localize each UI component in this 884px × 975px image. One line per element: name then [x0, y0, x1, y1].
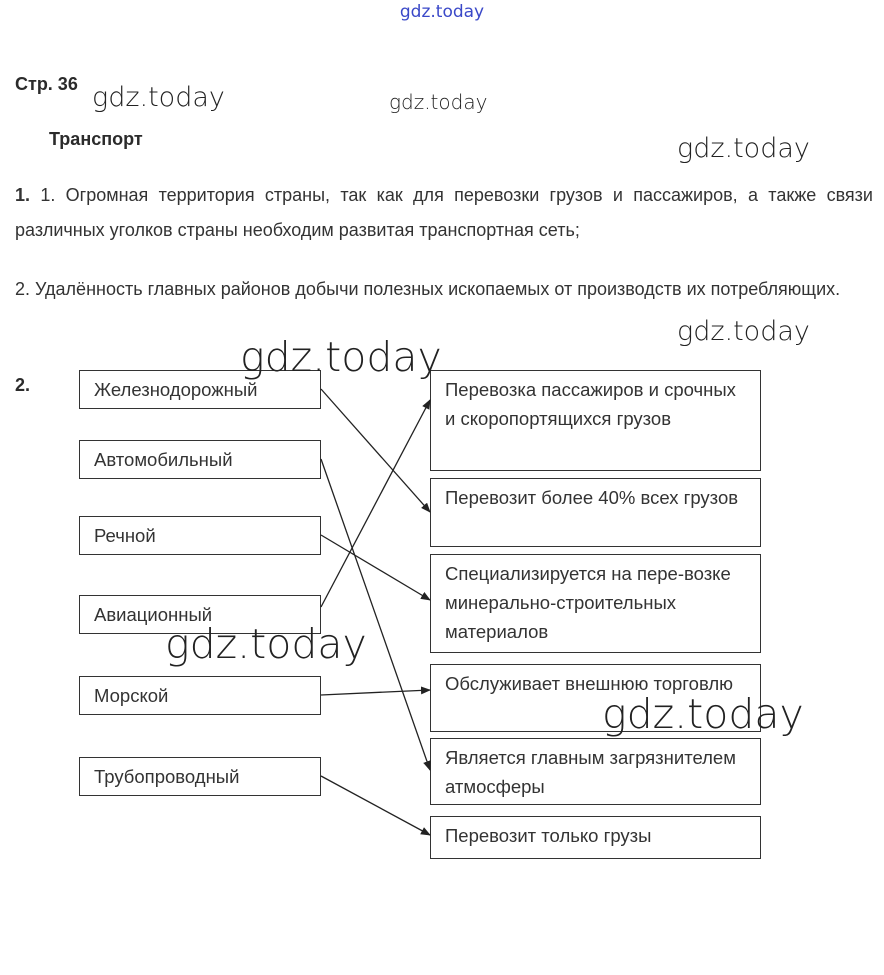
- transport-type-river: Речной: [79, 516, 321, 555]
- arrow-sea-to-foreign-trade: [321, 690, 430, 695]
- characteristic-cargo-only: Перевозит только грузы: [430, 816, 761, 859]
- characteristic-passengers-urgent: Перевозка пассажиров и срочных и скоропортящихся грузов: [430, 370, 761, 471]
- arrow-railway-to-over-40-percent: [321, 389, 430, 512]
- transport-type-railway: Железнодорожный: [79, 370, 321, 409]
- watermark-text: gdz.today: [677, 316, 810, 347]
- page-label: Стр. 36: [15, 74, 78, 94]
- arrow-river-to-building-materials: [321, 535, 430, 600]
- task1-item1-text: 1. Огромная территория страны, так как для перевозки грузов и пассажиров, а также связи различных уголков страны необходим развитая транспортная сеть;: [15, 185, 873, 240]
- watermark-text: gdz.today: [165, 620, 367, 668]
- watermark-text: gdz.today: [92, 82, 225, 113]
- characteristic-building-materials: Специализируется на пере-возке минерально-строительных материалов: [430, 554, 761, 653]
- transport-type-road: Автомобильный: [79, 440, 321, 479]
- task1-number: 1.: [15, 185, 31, 205]
- arrow-air-to-passengers-urgent: [321, 400, 430, 607]
- arrow-pipeline-to-cargo-only: [321, 776, 430, 835]
- watermark-text: gdz.today: [677, 133, 810, 164]
- characteristic-over-40-percent: Перевозит более 40% всех грузов: [430, 478, 761, 547]
- arrow-road-to-main-polluter: [321, 459, 430, 770]
- transport-type-air: Авиационный: [79, 595, 321, 634]
- transport-type-sea: Морской: [79, 676, 321, 715]
- header-watermark: gdz.today: [399, 2, 485, 22]
- section-title: Транспорт: [49, 129, 143, 149]
- task2-number: 2.: [15, 375, 31, 395]
- transport-type-pipeline: Трубопроводный: [79, 757, 321, 796]
- characteristic-foreign-trade: Обслуживает внешнюю торговлю: [430, 664, 761, 732]
- watermark-text: gdz.today: [240, 333, 442, 381]
- watermark-text: gdz.today: [602, 690, 804, 738]
- characteristic-main-polluter: Является главным загрязнителем атмосферы: [430, 738, 761, 805]
- task1-item2: 2. Удалённость главных районов добычи полезных ископаемых от производств их потребляющих.: [15, 279, 841, 299]
- watermark-text: gdz.today: [389, 90, 488, 114]
